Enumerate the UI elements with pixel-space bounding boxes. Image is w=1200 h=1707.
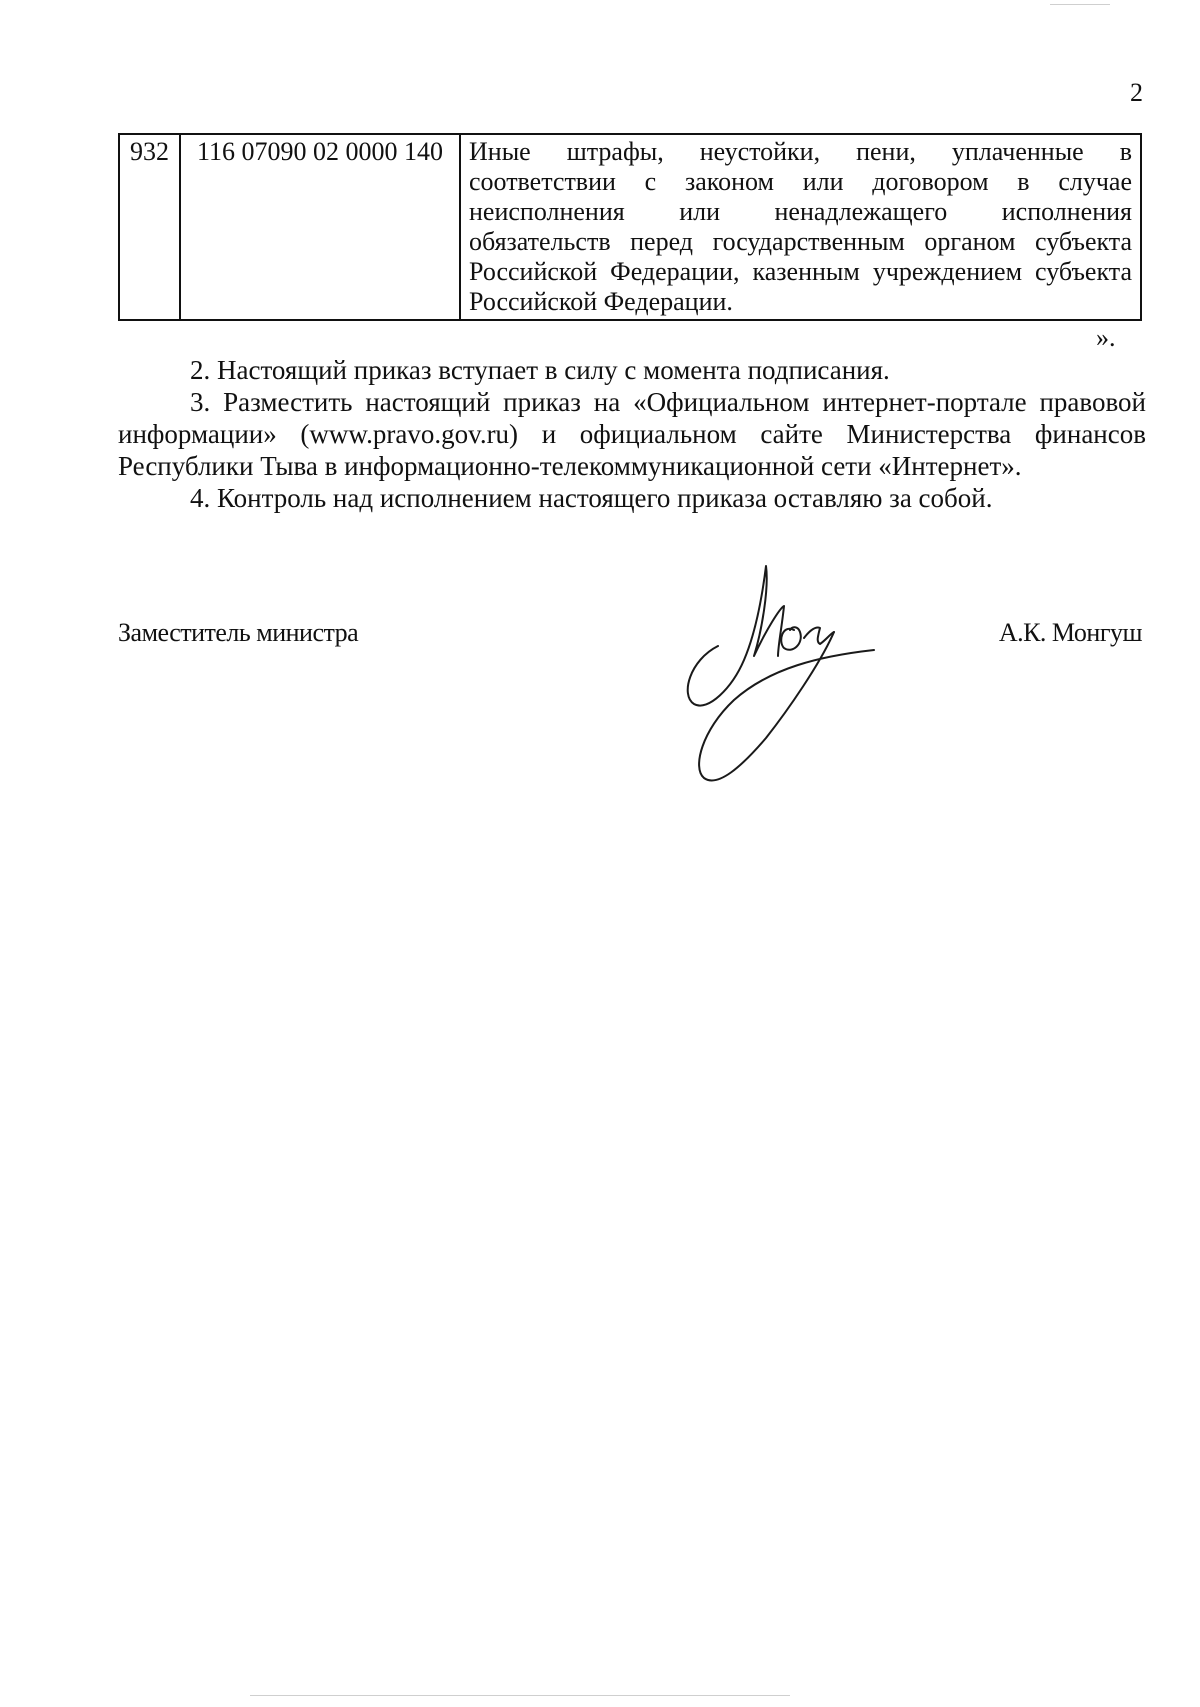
- handwritten-signature: [670, 560, 910, 800]
- order-paragraphs: [118, 354, 1146, 514]
- revenue-description-cell: Иные штрафы, неустойки, пени, уплаченные в соответствии с законом или договором в случае неисполнения или ненадлежащего исполнения обязательств перед государственным органом субъекта Российской Федерации, казенным учреждением субъекта Российской Федерации.: [460, 134, 1141, 320]
- scan-mark: [250, 1695, 790, 1696]
- paragraph-publication: 3. Разместить настоящий приказ на «Официальном интернет-портале правовой информации» (www.pravo.gov.ru) и официальном сайте Министерства финансов Республики Тыва в информационно-телекоммуникационной сети «Интернет».: [118, 387, 1146, 481]
- paragraph-control: 4. Контроль над исполнением настоящего приказа оставляю за собой.: [190, 483, 993, 513]
- page-number: 2: [1130, 78, 1143, 107]
- paragraph-effective-date: 2. Настоящий приказ вступает в силу с момента подписания.: [190, 355, 890, 385]
- signer-name: А.К. Монгуш: [998, 618, 1142, 647]
- budget-code-table: [118, 133, 1142, 321]
- scan-mark: [1050, 4, 1110, 5]
- admin-code-cell: 932: [119, 134, 180, 320]
- budget-classification-code-cell: 116 07090 02 0000 140: [180, 134, 460, 320]
- closing-quote: ».: [1096, 323, 1116, 352]
- signer-position: Заместитель министра: [118, 618, 359, 647]
- table-row: [119, 134, 1141, 320]
